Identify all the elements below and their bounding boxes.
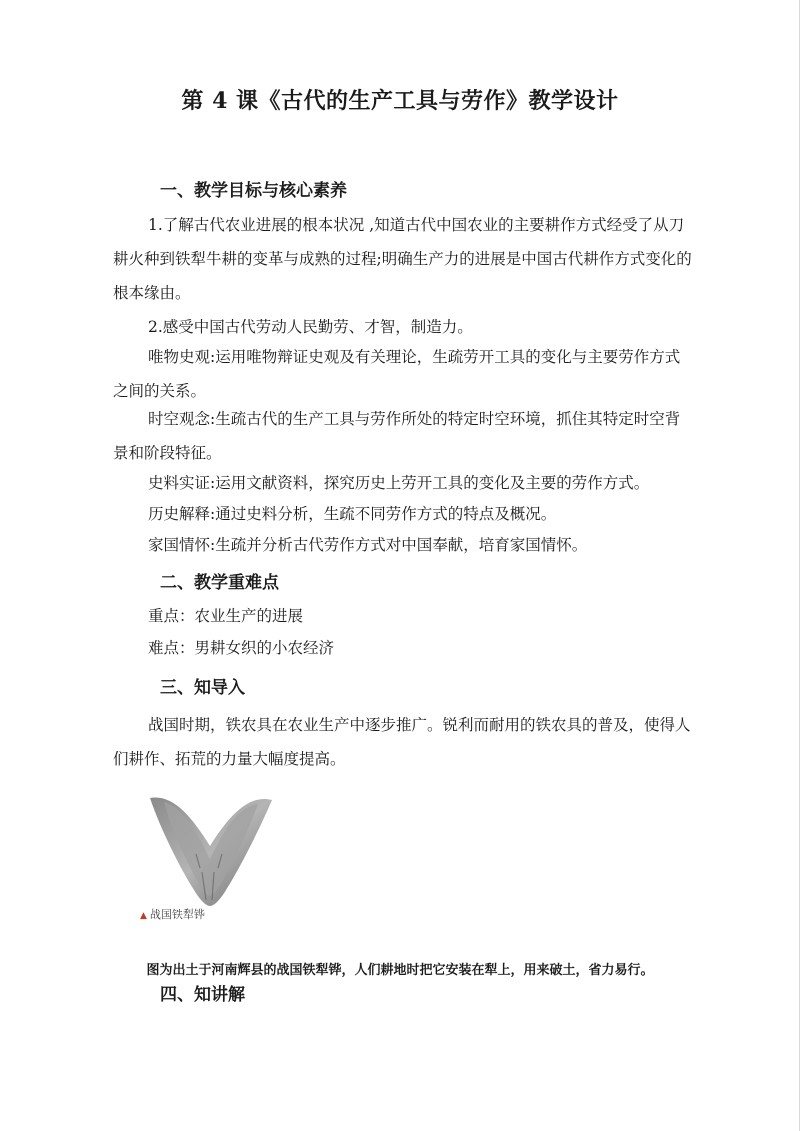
- document-title: 第 4 课《古代的生产工具与劳作》教学设计: [181, 88, 619, 114]
- literacy-materialism: 唯物史观:运用唯物辩证史观及有关理论，生疏劳开工具的变化与主要劳作方式之间的关系。: [113, 348, 681, 400]
- introduction-paragraph: 战国时期，铁农具在农业生产中逐步推广。锐利而耐用的铁农具的普及，使得人们耕作、拓荒的力量大幅度提高。: [113, 716, 691, 768]
- section-heading-objectives: 一、教学目标与核心素养: [160, 181, 347, 201]
- figure-label: ▲ 战国铁犁铧: [140, 908, 205, 921]
- literacy-evidence: 史料实证:运用文献资料，探究历史上劳开工具的变化及主要的劳作方式。: [148, 474, 650, 492]
- section-heading-introduction: 三、知导入: [160, 678, 245, 698]
- figure-caption: 图为出土于河南辉县的战国铁犁铧，人们耕地时把它安装在犁上，用来破土，省力易行。: [146, 963, 654, 978]
- triangle-marker-icon: ▲: [140, 911, 147, 921]
- difficulty-point: 难点：男耕女织的小农经济: [148, 639, 335, 657]
- literacy-spacetime: 时空观念:生疏古代的生产工具与劳作所处的特定时空环境，抓住其特定时空背景和阶段特征。: [113, 410, 681, 462]
- section-heading-keypoints: 二、教学重难点: [160, 573, 279, 593]
- section-heading-lecture: 四、知讲解: [160, 985, 245, 1005]
- key-point: 重点：农业生产的进展: [148, 607, 304, 625]
- literacy-interpretation: 历史解释:通过史料分析，生疏不同劳作方式的特点及概况。: [148, 505, 557, 523]
- objective-paragraph-1: 1.了解古代农业进展的根本状况 ,知道古代中国农业的主要耕作方式经受了从刀耕火种到铁犁牛耕的变革与成熟的过程;明确生产力的进展是中国古代耕作方式变化的根本缘由。: [113, 216, 692, 302]
- literacy-patriotism: 家国情怀:生疏并分析古代劳作方式对中国奉献，培育家国情怀。: [148, 536, 588, 554]
- objective-paragraph-2: 2.感受中国古代劳动人民勤劳、才智，制造力。: [148, 318, 473, 336]
